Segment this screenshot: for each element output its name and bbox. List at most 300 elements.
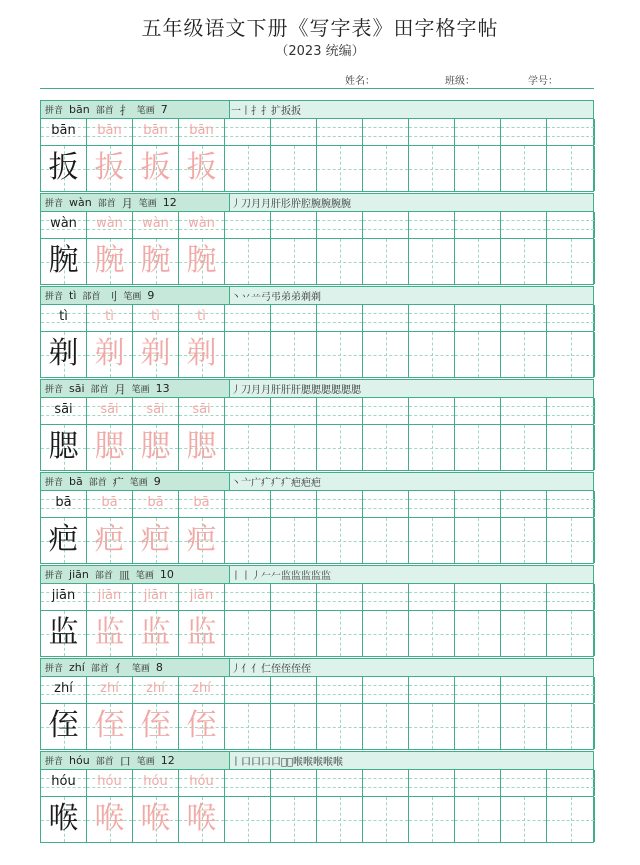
guide-line <box>409 634 454 635</box>
pinyin-trace: sāi <box>192 402 211 417</box>
tian-grid-cell[interactable] <box>317 239 363 284</box>
pinyin-cell[interactable] <box>409 398 455 424</box>
guide-line <box>547 508 594 509</box>
radical-label: 部首 <box>82 292 101 302</box>
guide-line <box>409 169 454 170</box>
radical-label: 部首 <box>90 664 109 674</box>
guide-line <box>363 169 408 170</box>
pinyin-cell[interactable] <box>179 584 225 610</box>
pinyin-cell[interactable] <box>133 491 179 517</box>
tian-grid-cell[interactable] <box>547 518 595 563</box>
guide-line <box>409 415 454 416</box>
tian-grid-cell[interactable] <box>363 332 409 377</box>
guide-line <box>225 406 270 407</box>
guide-line <box>409 592 454 593</box>
pinyin-cell[interactable] <box>41 398 87 424</box>
pinyin-cell[interactable] <box>87 305 133 331</box>
character-info-bar <box>40 379 594 398</box>
character-row <box>40 797 594 843</box>
pinyin-cell[interactable] <box>133 305 179 331</box>
tian-grid-cell[interactable] <box>363 146 409 191</box>
tian-grid-cell[interactable] <box>87 611 133 656</box>
pinyin-cell[interactable] <box>363 584 409 610</box>
pinyin-cell[interactable] <box>225 119 271 145</box>
tian-grid-cell[interactable] <box>501 704 547 749</box>
tian-grid-cell[interactable] <box>409 797 455 842</box>
guide-line <box>271 541 316 542</box>
tian-grid-cell[interactable] <box>271 425 317 470</box>
pinyin-cell[interactable] <box>179 770 225 796</box>
guide-line <box>501 127 546 128</box>
pinyin-cell[interactable] <box>455 770 501 796</box>
pinyin-cell[interactable] <box>133 119 179 145</box>
pinyin-cell[interactable] <box>225 677 271 703</box>
guide-line <box>547 592 594 593</box>
tian-grid-cell[interactable] <box>363 518 409 563</box>
tian-grid-cell[interactable] <box>133 797 179 842</box>
tian-grid-cell[interactable] <box>133 704 179 749</box>
pinyin-cell[interactable] <box>87 584 133 610</box>
tian-grid-cell[interactable] <box>317 425 363 470</box>
pinyin-cell[interactable] <box>455 677 501 703</box>
guide-line <box>409 727 454 728</box>
radical-value: 月 <box>114 382 126 396</box>
tian-grid-cell[interactable] <box>225 425 271 470</box>
tian-grid-cell[interactable] <box>455 332 501 377</box>
tian-grid-cell[interactable] <box>41 518 87 563</box>
pinyin-cell[interactable] <box>41 491 87 517</box>
pinyin-cell[interactable] <box>225 770 271 796</box>
tian-grid-cell[interactable] <box>547 797 595 842</box>
tian-grid-cell[interactable] <box>409 611 455 656</box>
guide-line <box>271 262 316 263</box>
tian-grid-cell[interactable] <box>179 239 225 284</box>
pinyin-value: tì <box>69 289 77 302</box>
tian-grid-cell[interactable] <box>363 239 409 284</box>
guide-line <box>501 313 546 314</box>
pinyin-cell[interactable] <box>317 770 363 796</box>
guide-line <box>409 820 454 821</box>
guide-line <box>271 169 316 170</box>
pinyin-model: tì <box>59 309 68 324</box>
tian-grid-cell[interactable] <box>179 797 225 842</box>
tian-grid-cell[interactable] <box>271 797 317 842</box>
guide-line <box>547 127 594 128</box>
pinyin-cell[interactable] <box>133 398 179 424</box>
tian-grid-cell[interactable] <box>225 704 271 749</box>
tian-grid-cell[interactable] <box>225 611 271 656</box>
pinyin-cell[interactable] <box>271 212 317 238</box>
pinyin-cell[interactable] <box>547 398 595 424</box>
pinyin-cell[interactable] <box>41 677 87 703</box>
pinyin-cell[interactable] <box>363 305 409 331</box>
tian-grid-cell[interactable] <box>133 332 179 377</box>
pinyin-cell[interactable] <box>317 119 363 145</box>
guide-line <box>501 787 546 788</box>
pinyin-cell[interactable] <box>501 491 547 517</box>
tian-grid-cell[interactable] <box>317 704 363 749</box>
tian-grid-cell[interactable] <box>455 518 501 563</box>
guide-line <box>409 787 454 788</box>
pinyin-cell[interactable] <box>271 770 317 796</box>
pinyin-cell[interactable] <box>501 119 547 145</box>
tian-grid-cell[interactable] <box>41 332 87 377</box>
pinyin-value: bān <box>69 103 90 116</box>
tian-grid-cell[interactable] <box>41 239 87 284</box>
pinyin-cell[interactable] <box>87 770 133 796</box>
tian-grid-cell[interactable] <box>409 704 455 749</box>
character-row <box>40 518 594 564</box>
pinyin-value: hóu <box>69 754 90 767</box>
tian-grid-cell[interactable] <box>271 239 317 284</box>
guide-line <box>271 448 316 449</box>
tian-grid-cell[interactable] <box>547 239 595 284</box>
guide-line <box>225 685 270 686</box>
guide-line <box>363 541 408 542</box>
guide-line <box>225 592 270 593</box>
tian-grid-cell[interactable] <box>455 146 501 191</box>
tian-grid-cell[interactable] <box>41 797 87 842</box>
character-info-bar <box>40 751 594 770</box>
tian-grid-cell[interactable] <box>87 332 133 377</box>
guide-line <box>225 634 270 635</box>
tian-grid-cell[interactable] <box>87 518 133 563</box>
pinyin-cell[interactable] <box>409 305 455 331</box>
tian-grid-cell[interactable] <box>363 797 409 842</box>
pinyin-cell[interactable] <box>547 212 595 238</box>
guide-line <box>317 448 362 449</box>
pinyin-cell[interactable] <box>87 491 133 517</box>
tian-grid-cell[interactable] <box>409 332 455 377</box>
tian-grid-cell[interactable] <box>271 611 317 656</box>
tian-grid-cell[interactable] <box>41 704 87 749</box>
guide-line <box>409 541 454 542</box>
tian-grid-cell[interactable] <box>87 239 133 284</box>
header-divider <box>40 88 594 89</box>
tian-grid-cell[interactable] <box>225 239 271 284</box>
pinyin-cell[interactable] <box>41 212 87 238</box>
pinyin-cell[interactable] <box>409 491 455 517</box>
pinyin-cell[interactable] <box>41 119 87 145</box>
pinyin-trace: bān <box>143 123 168 138</box>
radical-value: 亻 <box>114 661 126 675</box>
pinyin-cell[interactable] <box>225 212 271 238</box>
pinyin-cell[interactable] <box>179 677 225 703</box>
pinyin-cell[interactable] <box>225 584 271 610</box>
pinyin-cell[interactable] <box>455 584 501 610</box>
stroke-count: 8 <box>155 661 163 674</box>
tian-grid-cell[interactable] <box>179 332 225 377</box>
character-model: 腮 <box>48 429 79 464</box>
pinyin-cell[interactable] <box>317 491 363 517</box>
stroke-count: 7 <box>160 103 168 116</box>
pinyin-cell[interactable] <box>363 770 409 796</box>
tian-grid-cell[interactable] <box>501 146 547 191</box>
pinyin-cell[interactable] <box>455 119 501 145</box>
guide-line <box>409 313 454 314</box>
pinyin-value: wàn <box>69 196 92 209</box>
pinyin-cell[interactable] <box>41 770 87 796</box>
tian-grid-cell[interactable] <box>363 704 409 749</box>
pinyin-cell[interactable] <box>317 584 363 610</box>
pinyin-cell[interactable] <box>271 398 317 424</box>
pinyin-cell[interactable] <box>547 491 595 517</box>
pinyin-cell[interactable] <box>317 305 363 331</box>
pinyin-trace: tì <box>105 309 114 324</box>
pinyin-cell[interactable] <box>547 119 595 145</box>
tian-grid-cell[interactable] <box>455 797 501 842</box>
tian-grid-cell[interactable] <box>363 611 409 656</box>
tian-grid-cell[interactable] <box>455 704 501 749</box>
pinyin-cell[interactable] <box>547 305 595 331</box>
pinyin-cell[interactable] <box>363 677 409 703</box>
tian-grid-cell[interactable] <box>133 611 179 656</box>
tian-grid-cell[interactable] <box>455 239 501 284</box>
guide-line <box>271 229 316 230</box>
guide-line <box>271 220 316 221</box>
pinyin-cell[interactable] <box>271 584 317 610</box>
pinyin-cell[interactable] <box>41 305 87 331</box>
guide-line <box>225 415 270 416</box>
pinyin-cell[interactable] <box>317 398 363 424</box>
pinyin-cell[interactable] <box>501 212 547 238</box>
character-block <box>40 193 594 286</box>
tian-grid-cell[interactable] <box>409 146 455 191</box>
pinyin-cell[interactable] <box>87 119 133 145</box>
pinyin-cell[interactable] <box>547 677 595 703</box>
tian-grid-cell[interactable] <box>271 704 317 749</box>
tian-grid-cell[interactable] <box>501 518 547 563</box>
tian-grid-cell[interactable] <box>271 332 317 377</box>
guide-line <box>409 778 454 779</box>
character-trace: 监 <box>186 615 217 650</box>
tian-grid-cell[interactable] <box>271 518 317 563</box>
pinyin-model: zhí <box>54 681 73 696</box>
radical-value: 口 <box>119 754 131 768</box>
character-info-bar <box>40 658 594 677</box>
tian-grid-cell[interactable] <box>133 239 179 284</box>
pinyin-cell[interactable] <box>225 305 271 331</box>
tian-grid-cell[interactable] <box>133 425 179 470</box>
tian-grid-cell[interactable] <box>409 518 455 563</box>
character-info <box>41 566 230 583</box>
pinyin-cell[interactable] <box>409 584 455 610</box>
pinyin-cell[interactable] <box>455 305 501 331</box>
pinyin-cell[interactable] <box>225 398 271 424</box>
guide-line <box>547 448 594 449</box>
tian-grid-cell[interactable] <box>179 611 225 656</box>
tian-grid-cell[interactable] <box>225 332 271 377</box>
pinyin-cell[interactable] <box>179 398 225 424</box>
guide-line <box>225 499 270 500</box>
tian-grid-cell[interactable] <box>179 146 225 191</box>
guide-line <box>547 778 594 779</box>
pinyin-cell[interactable] <box>179 212 225 238</box>
guide-line <box>225 136 270 137</box>
pinyin-cell[interactable] <box>87 212 133 238</box>
pinyin-cell[interactable] <box>363 398 409 424</box>
tian-grid-cell[interactable] <box>225 146 271 191</box>
tian-grid-cell[interactable] <box>501 797 547 842</box>
tian-grid-cell[interactable] <box>41 425 87 470</box>
tian-grid-cell[interactable] <box>87 425 133 470</box>
pinyin-value: sāi <box>69 382 85 395</box>
stroke-count: 10 <box>159 568 174 581</box>
number-field-label: 学号： <box>528 76 558 87</box>
guide-line <box>547 415 594 416</box>
tian-grid-cell[interactable] <box>87 704 133 749</box>
guide-line <box>271 601 316 602</box>
tian-grid-cell[interactable] <box>271 146 317 191</box>
pinyin-cell[interactable] <box>179 491 225 517</box>
pinyin-cell[interactable] <box>271 119 317 145</box>
pinyin-trace: tì <box>197 309 206 324</box>
tian-grid-cell[interactable] <box>179 704 225 749</box>
tian-grid-cell[interactable] <box>317 611 363 656</box>
guide-line <box>501 355 546 356</box>
guide-line <box>455 541 500 542</box>
pinyin-cell[interactable] <box>133 584 179 610</box>
pinyin-trace: bā <box>193 495 210 510</box>
tian-grid-cell[interactable] <box>409 425 455 470</box>
pinyin-cell[interactable] <box>317 212 363 238</box>
pinyin-cell[interactable] <box>455 491 501 517</box>
pinyin-cell[interactable] <box>501 305 547 331</box>
tian-grid-cell[interactable] <box>41 146 87 191</box>
pinyin-cell[interactable] <box>133 212 179 238</box>
character-block <box>40 472 594 565</box>
tian-grid-cell[interactable] <box>87 146 133 191</box>
pinyin-cell[interactable] <box>501 677 547 703</box>
pinyin-row <box>40 398 594 425</box>
guide-line <box>271 787 316 788</box>
guide-line <box>271 499 316 500</box>
pinyin-cell[interactable] <box>409 770 455 796</box>
pinyin-cell[interactable] <box>409 212 455 238</box>
pinyin-cell[interactable] <box>501 584 547 610</box>
pinyin-cell[interactable] <box>363 119 409 145</box>
guide-line <box>271 355 316 356</box>
tian-grid-cell[interactable] <box>179 425 225 470</box>
pinyin-cell[interactable] <box>501 770 547 796</box>
pinyin-cell[interactable] <box>409 119 455 145</box>
tian-grid-cell[interactable] <box>455 425 501 470</box>
pinyin-cell[interactable] <box>409 677 455 703</box>
pinyin-cell[interactable] <box>363 212 409 238</box>
strokes-label: 笔画 <box>131 385 150 395</box>
pinyin-cell[interactable] <box>41 584 87 610</box>
stroke-count: 12 <box>160 754 175 767</box>
guide-line <box>501 508 546 509</box>
tian-grid-cell[interactable] <box>41 611 87 656</box>
tian-grid-cell[interactable] <box>317 146 363 191</box>
tian-grid-cell[interactable] <box>317 797 363 842</box>
guide-line <box>455 355 500 356</box>
tian-grid-cell[interactable] <box>501 239 547 284</box>
tian-grid-cell[interactable] <box>363 425 409 470</box>
character-trace: 腕 <box>140 243 171 278</box>
tian-grid-cell[interactable] <box>547 611 595 656</box>
character-trace: 疤 <box>186 522 217 557</box>
tian-grid-cell[interactable] <box>547 146 595 191</box>
tian-grid-cell[interactable] <box>547 704 595 749</box>
character-info <box>41 380 230 397</box>
pinyin-cell[interactable] <box>363 491 409 517</box>
tian-grid-cell[interactable] <box>317 518 363 563</box>
guide-line <box>501 601 546 602</box>
tian-grid-cell[interactable] <box>225 518 271 563</box>
guide-line <box>501 499 546 500</box>
tian-grid-cell[interactable] <box>547 425 595 470</box>
guide-line <box>317 694 362 695</box>
guide-line <box>225 778 270 779</box>
tian-grid-cell[interactable] <box>409 239 455 284</box>
tian-grid-cell[interactable] <box>455 611 501 656</box>
tian-grid-cell[interactable] <box>547 332 595 377</box>
guide-line <box>225 694 270 695</box>
guide-line <box>547 634 594 635</box>
pinyin-cell[interactable] <box>547 584 595 610</box>
pinyin-cell[interactable] <box>271 305 317 331</box>
strokes-label: 笔画 <box>135 571 154 581</box>
pinyin-cell[interactable] <box>455 212 501 238</box>
pinyin-row <box>40 119 594 146</box>
pinyin-cell[interactable] <box>271 677 317 703</box>
pinyin-cell[interactable] <box>179 305 225 331</box>
tian-grid-cell[interactable] <box>501 425 547 470</box>
radical-label: 部首 <box>94 571 113 581</box>
pinyin-trace: zhí <box>146 681 165 696</box>
tian-grid-cell[interactable] <box>225 797 271 842</box>
tian-grid-cell[interactable] <box>501 611 547 656</box>
pinyin-cell[interactable] <box>501 398 547 424</box>
tian-grid-cell[interactable] <box>133 146 179 191</box>
stroke-count: 9 <box>147 289 155 302</box>
pinyin-cell[interactable] <box>547 770 595 796</box>
pinyin-cell[interactable] <box>225 491 271 517</box>
pinyin-cell[interactable] <box>455 398 501 424</box>
stroke-order: 丨丨丿𠂉𠂉监监监监监 <box>231 571 331 582</box>
guide-line <box>455 406 500 407</box>
guide-line <box>317 541 362 542</box>
character-trace: 扳 <box>186 150 217 185</box>
pinyin-cell[interactable] <box>133 770 179 796</box>
guide-line <box>409 229 454 230</box>
pinyin-label: 拼音 <box>45 199 64 209</box>
pinyin-label: 拼音 <box>45 757 64 767</box>
tian-grid-cell[interactable] <box>179 518 225 563</box>
pinyin-cell[interactable] <box>317 677 363 703</box>
pinyin-model: bān <box>51 123 76 138</box>
pinyin-cell[interactable] <box>87 398 133 424</box>
guide-line <box>455 592 500 593</box>
radical-value: 扌 <box>119 103 131 117</box>
pinyin-cell[interactable] <box>179 119 225 145</box>
guide-line <box>363 727 408 728</box>
character-block <box>40 100 594 193</box>
tian-grid-cell[interactable] <box>501 332 547 377</box>
pinyin-cell[interactable] <box>271 491 317 517</box>
guide-line <box>363 355 408 356</box>
pinyin-cell[interactable] <box>133 677 179 703</box>
guide-line <box>317 820 362 821</box>
guide-line <box>501 220 546 221</box>
tian-grid-cell[interactable] <box>317 332 363 377</box>
tian-grid-cell[interactable] <box>87 797 133 842</box>
pinyin-cell[interactable] <box>87 677 133 703</box>
tian-grid-cell[interactable] <box>133 518 179 563</box>
character-model: 剃 <box>48 336 79 371</box>
